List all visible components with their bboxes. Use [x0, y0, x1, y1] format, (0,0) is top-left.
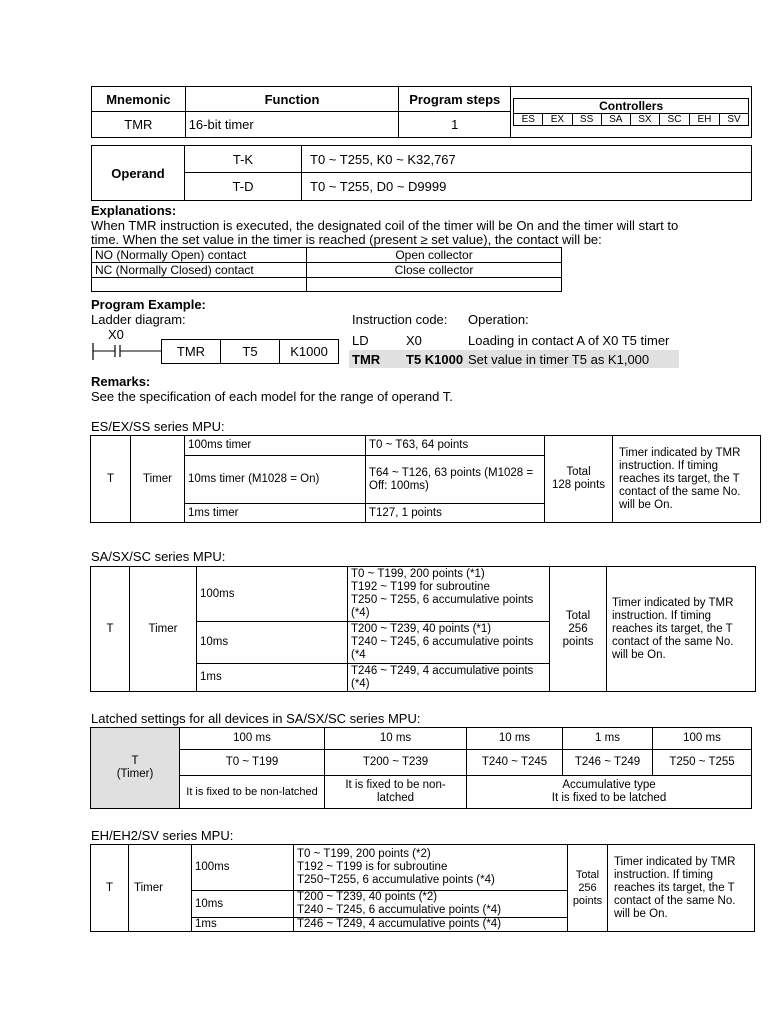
latched-header: 10 ms [325, 728, 467, 750]
total-line: points [562, 635, 594, 648]
eh-series-table [90, 844, 755, 932]
timer-range [366, 456, 545, 504]
timer-range-line: (*4) [351, 677, 370, 690]
total-line: points [572, 894, 603, 907]
device-cell: T [91, 845, 129, 932]
timer-range: T246 ~ T249, 4 accumulative points (*4) [294, 918, 568, 932]
timer-type: 1ms [192, 918, 294, 932]
timer-range-line: T200 ~ T239, 40 points (*1) [351, 623, 492, 635]
controller-ex: EX [543, 113, 572, 125]
operand-range: T0 ~ T255, K0 ~ K32,767 [302, 146, 752, 173]
contact-table [91, 247, 562, 292]
timer-type: 10ms [192, 891, 294, 918]
total-cell [550, 567, 607, 692]
ladder-box-instruction: TMR [161, 339, 221, 364]
latched-range: T250 ~ T255 [653, 750, 752, 776]
latched-header: 100 ms [180, 728, 325, 750]
total-line: Total [566, 466, 591, 478]
latched-type [325, 776, 467, 809]
instruction-desc: Loading in contact A of X0 T5 timer [468, 333, 670, 348]
contact-type [92, 278, 307, 292]
controllers-cell [511, 87, 752, 138]
ladder-diagram-label: Ladder diagram: [91, 312, 186, 327]
note-cell [607, 567, 756, 692]
timer-range-line: T250~T255, 6 accumulative points (*4) [297, 874, 495, 886]
device-name-cell: Timer [130, 567, 197, 692]
col-program-steps: Program steps [399, 87, 511, 112]
timer-range-line: T64 ~ T126, 63 points (M1028 = [369, 466, 534, 479]
timer-range-line: T240 ~ T245, 6 accumulative points [351, 636, 534, 648]
latched-type-line: It is fixed to be latched [551, 792, 667, 804]
device-cell: T [91, 567, 130, 692]
timer-range-line: T250 ~ T255, 6 accumulative points [351, 594, 534, 606]
explanations-line-1: When TMR instruction is executed, the designated coil of the timer will be On and the timer will start to [91, 218, 679, 233]
eh-table-title: EH/EH2/SV series MPU: [91, 828, 234, 843]
timer-range: T0 ~ T63, 64 points [366, 436, 545, 456]
operand-table [91, 145, 752, 201]
controller-es: ES [514, 113, 543, 125]
controller-eh: EH [689, 113, 719, 125]
timer-range [348, 664, 550, 692]
timer-range-line: (*4) [351, 607, 370, 619]
contact-type: NO (Normally Open) contact [92, 248, 307, 263]
contact-state: Close collector [307, 263, 562, 278]
timer-type: 100ms [197, 567, 348, 622]
instruction-operand: X0 [406, 333, 422, 348]
operand-label: Operand [92, 146, 185, 201]
timer-type: 100ms [192, 845, 294, 891]
contact-x0-label: X0 [108, 327, 124, 342]
total-line: 128 points [551, 479, 606, 491]
latched-type-line: Accumulative type [562, 779, 656, 791]
controller-sa: SA [601, 113, 630, 125]
note-line: contact of the same No. [612, 635, 734, 648]
timer-range [348, 622, 550, 664]
total-line: Total [565, 609, 591, 622]
header-table [91, 86, 752, 138]
latched-range: T240 ~ T245 [467, 750, 563, 776]
note-line: Timer indicated by TMR [619, 446, 741, 459]
total-line: Total [575, 868, 600, 881]
sa-table-title: SA/SX/SC series MPU: [91, 549, 226, 564]
timer-range-line: T192 ~ T199 for subroutine [351, 581, 490, 593]
note-cell [608, 845, 755, 932]
remarks-heading: Remarks: [91, 374, 151, 389]
ladder-box-timer: T5 [220, 339, 280, 364]
latched-range: T200 ~ T239 [325, 750, 467, 776]
note-line: reaches its target, the T [612, 622, 733, 635]
es-table-title: ES/EX/SS series MPU: [91, 419, 225, 434]
note-line: instruction. If timing [619, 459, 719, 472]
latched-header: 10 ms [467, 728, 563, 750]
latched-type [467, 776, 752, 809]
instruction-operand: T5 K1000 [406, 352, 464, 367]
note-line: Timer indicated by TMR [612, 596, 734, 609]
latched-type-line: latched [376, 792, 415, 804]
latched-device-line: (Timer) [116, 768, 154, 780]
contact-state: Open collector [307, 248, 562, 263]
remarks-text: See the specification of each model for the range of operand T. [91, 389, 453, 404]
total-line: 256 [568, 622, 588, 635]
function-value: 16-bit timer [185, 112, 399, 138]
note-line: contact of the same No. [619, 485, 741, 498]
note-line: contact of the same No. [614, 894, 736, 907]
total-cell [545, 436, 613, 523]
timer-type: 10ms [197, 622, 348, 664]
timer-range-line: T240 ~ T245, 6 accumulative points (*4) [297, 904, 502, 916]
note-cell [613, 436, 761, 523]
timer-type: 100ms timer [185, 436, 366, 456]
latched-table [90, 727, 752, 809]
es-series-table [90, 435, 761, 523]
timer-type: 1ms timer [185, 504, 366, 523]
note-line: instruction. If timing [612, 609, 712, 622]
ladder-box-setvalue: K1000 [279, 339, 339, 364]
timer-range-line: (*4 [351, 649, 366, 661]
latched-range: T0 ~ T199 [180, 750, 325, 776]
note-line: instruction. If timing [614, 868, 714, 881]
controller-ss: SS [572, 113, 601, 125]
col-controllers: Controllers [514, 98, 749, 113]
instruction-op: TMR [352, 352, 381, 367]
operation-label: Operation: [468, 312, 529, 327]
operand-type: T-D [185, 173, 302, 201]
ladder-diagram [91, 326, 351, 370]
timer-range [294, 891, 568, 918]
operand-range: T0 ~ T255, D0 ~ D9999 [302, 173, 752, 201]
total-cell [568, 845, 608, 932]
timer-range: T127, 1 points [366, 504, 545, 523]
contact-type: NC (Normally Closed) contact [92, 263, 307, 278]
note-line: Timer indicated by TMR [614, 855, 736, 868]
total-line: 256 [578, 881, 597, 894]
contact-state [307, 278, 562, 292]
device-name-cell: Timer [129, 845, 192, 932]
note-line: reaches its target, the T [619, 472, 740, 485]
note-line: will be On. [614, 907, 668, 920]
note-line: will be On. [619, 498, 673, 511]
latched-header: 1 ms [563, 728, 653, 750]
latched-table-title: Latched settings for all devices in SA/SX/SC series MPU: [91, 711, 421, 726]
mnemonic-value: TMR [92, 112, 186, 138]
timer-range-line: Off: 100ms) [369, 479, 429, 492]
latched-type: It is fixed to be non-latched [180, 776, 325, 809]
col-mnemonic: Mnemonic [92, 87, 186, 112]
explanations-line-2: time. When the set value in the timer is reached (present ≥ set value), the contact will be: [91, 232, 602, 247]
controller-sc: SC [660, 113, 690, 125]
timer-range [294, 845, 568, 891]
latched-type-line: It is fixed to be non- [345, 779, 446, 791]
sa-series-table [90, 566, 756, 692]
latched-range: T246 ~ T249 [563, 750, 653, 776]
explanations-heading: Explanations: [91, 203, 177, 218]
device-name-cell: Timer [131, 436, 185, 523]
latched-device-line: T [131, 755, 139, 767]
device-cell: T [91, 436, 131, 523]
instruction-op: LD [352, 333, 369, 348]
instruction-code-label: Instruction code: [352, 312, 448, 327]
program-example-heading: Program Example: [91, 297, 206, 312]
timer-type: 1ms [197, 664, 348, 692]
timer-range-line: T192 ~ T199 is for subroutine [297, 861, 448, 873]
latched-header: 100 ms [653, 728, 752, 750]
latched-device-cell [91, 728, 180, 809]
timer-range-line: T246 ~ T249, 4 accumulative points [351, 664, 534, 677]
timer-type: 10ms timer (M1028 = On) [185, 456, 366, 504]
note-line: will be On. [612, 648, 666, 661]
timer-range-line: T200 ~ T239, 40 points (*2) [297, 891, 438, 903]
timer-range-line: T0 ~ T199, 200 points (*2) [297, 848, 431, 860]
note-line: reaches its target, the T [614, 881, 735, 894]
steps-value: 1 [399, 112, 511, 138]
controller-sv: SV [719, 113, 748, 125]
controller-sx: SX [630, 113, 659, 125]
timer-range [348, 567, 550, 622]
timer-range-line: T0 ~ T199, 200 points (*1) [351, 568, 485, 580]
instruction-desc: Set value in timer T5 as K1,000 [468, 352, 650, 367]
col-function: Function [185, 87, 399, 112]
operand-type: T-K [185, 146, 302, 173]
